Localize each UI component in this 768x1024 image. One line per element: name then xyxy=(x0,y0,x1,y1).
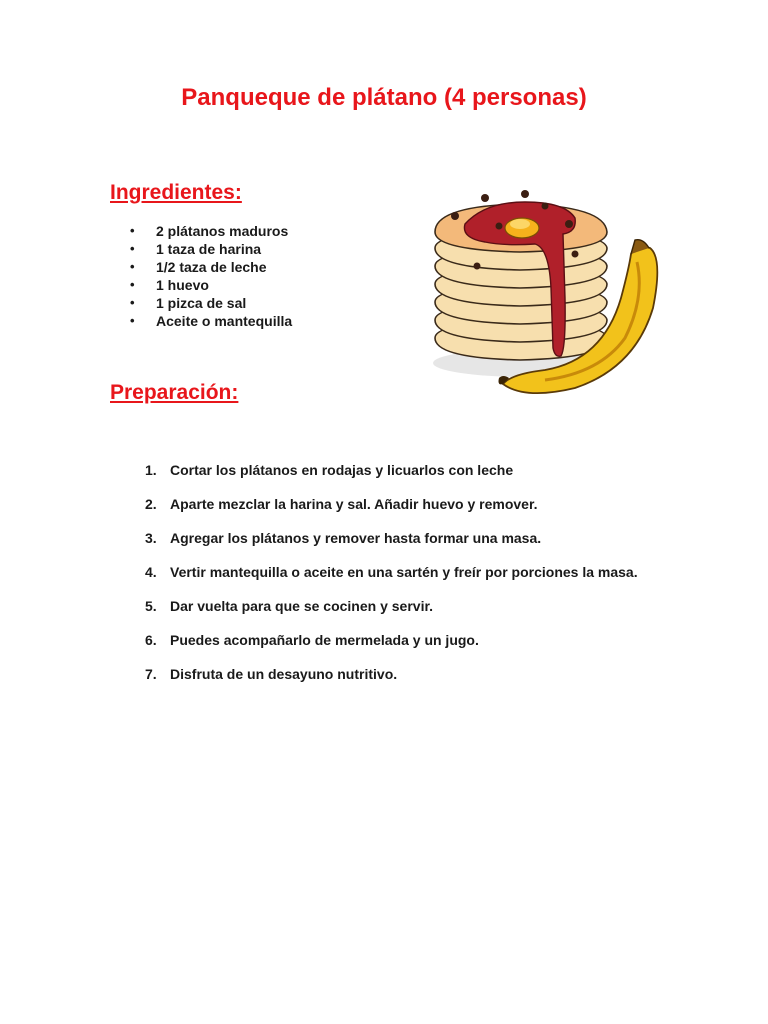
step-number: 7. xyxy=(145,666,157,682)
step-number: 2. xyxy=(145,496,157,512)
step-number: 6. xyxy=(145,632,157,648)
list-item: • 1/2 taza de leche xyxy=(130,258,292,276)
list-item: • 1 taza de harina xyxy=(130,240,292,258)
list-item: • Aceite o mantequilla xyxy=(130,312,292,330)
list-item: • 1 huevo xyxy=(130,276,292,294)
ingredients-heading: Ingredientes: xyxy=(110,181,242,204)
pancake-banana-icon xyxy=(425,188,665,403)
page-title: Panqueque de plátano (4 personas) xyxy=(181,84,587,111)
list-item xyxy=(145,521,665,555)
preparation-heading: Preparación: xyxy=(110,381,239,404)
list-item xyxy=(145,453,665,487)
step-number: 3. xyxy=(145,530,157,546)
list-item: • 2 plátanos maduros xyxy=(130,222,292,240)
step-text: Agregar los plátanos y remover hasta formar una masa. xyxy=(170,530,542,546)
list-item xyxy=(145,623,665,657)
step-text: Aparte mezclar la harina y sal. Añadir huevo y remover. xyxy=(170,496,538,512)
step-text: Cortar los plátanos en rodajas y licuarlos con leche xyxy=(170,462,514,478)
list-item: • 1 pizca de sal xyxy=(130,294,292,312)
preparation-steps xyxy=(145,453,665,691)
list-item xyxy=(145,555,665,589)
list-item xyxy=(145,657,665,691)
step-number: 1. xyxy=(145,462,157,478)
step-text: Dar vuelta para que se cocinen y servir. xyxy=(170,598,434,614)
step-text: Vertir mantequilla o aceite en una sartén y freír por porciones la masa. xyxy=(170,564,638,580)
step-number: 4. xyxy=(145,564,157,580)
step-number: 5. xyxy=(145,598,157,614)
step-text: Disfruta de un desayuno nutritivo. xyxy=(170,666,398,682)
ingredients-list xyxy=(130,222,292,330)
list-item xyxy=(145,487,665,521)
list-item xyxy=(145,589,665,623)
step-text: Puedes acompañarlo de mermelada y un jugo. xyxy=(170,632,479,648)
